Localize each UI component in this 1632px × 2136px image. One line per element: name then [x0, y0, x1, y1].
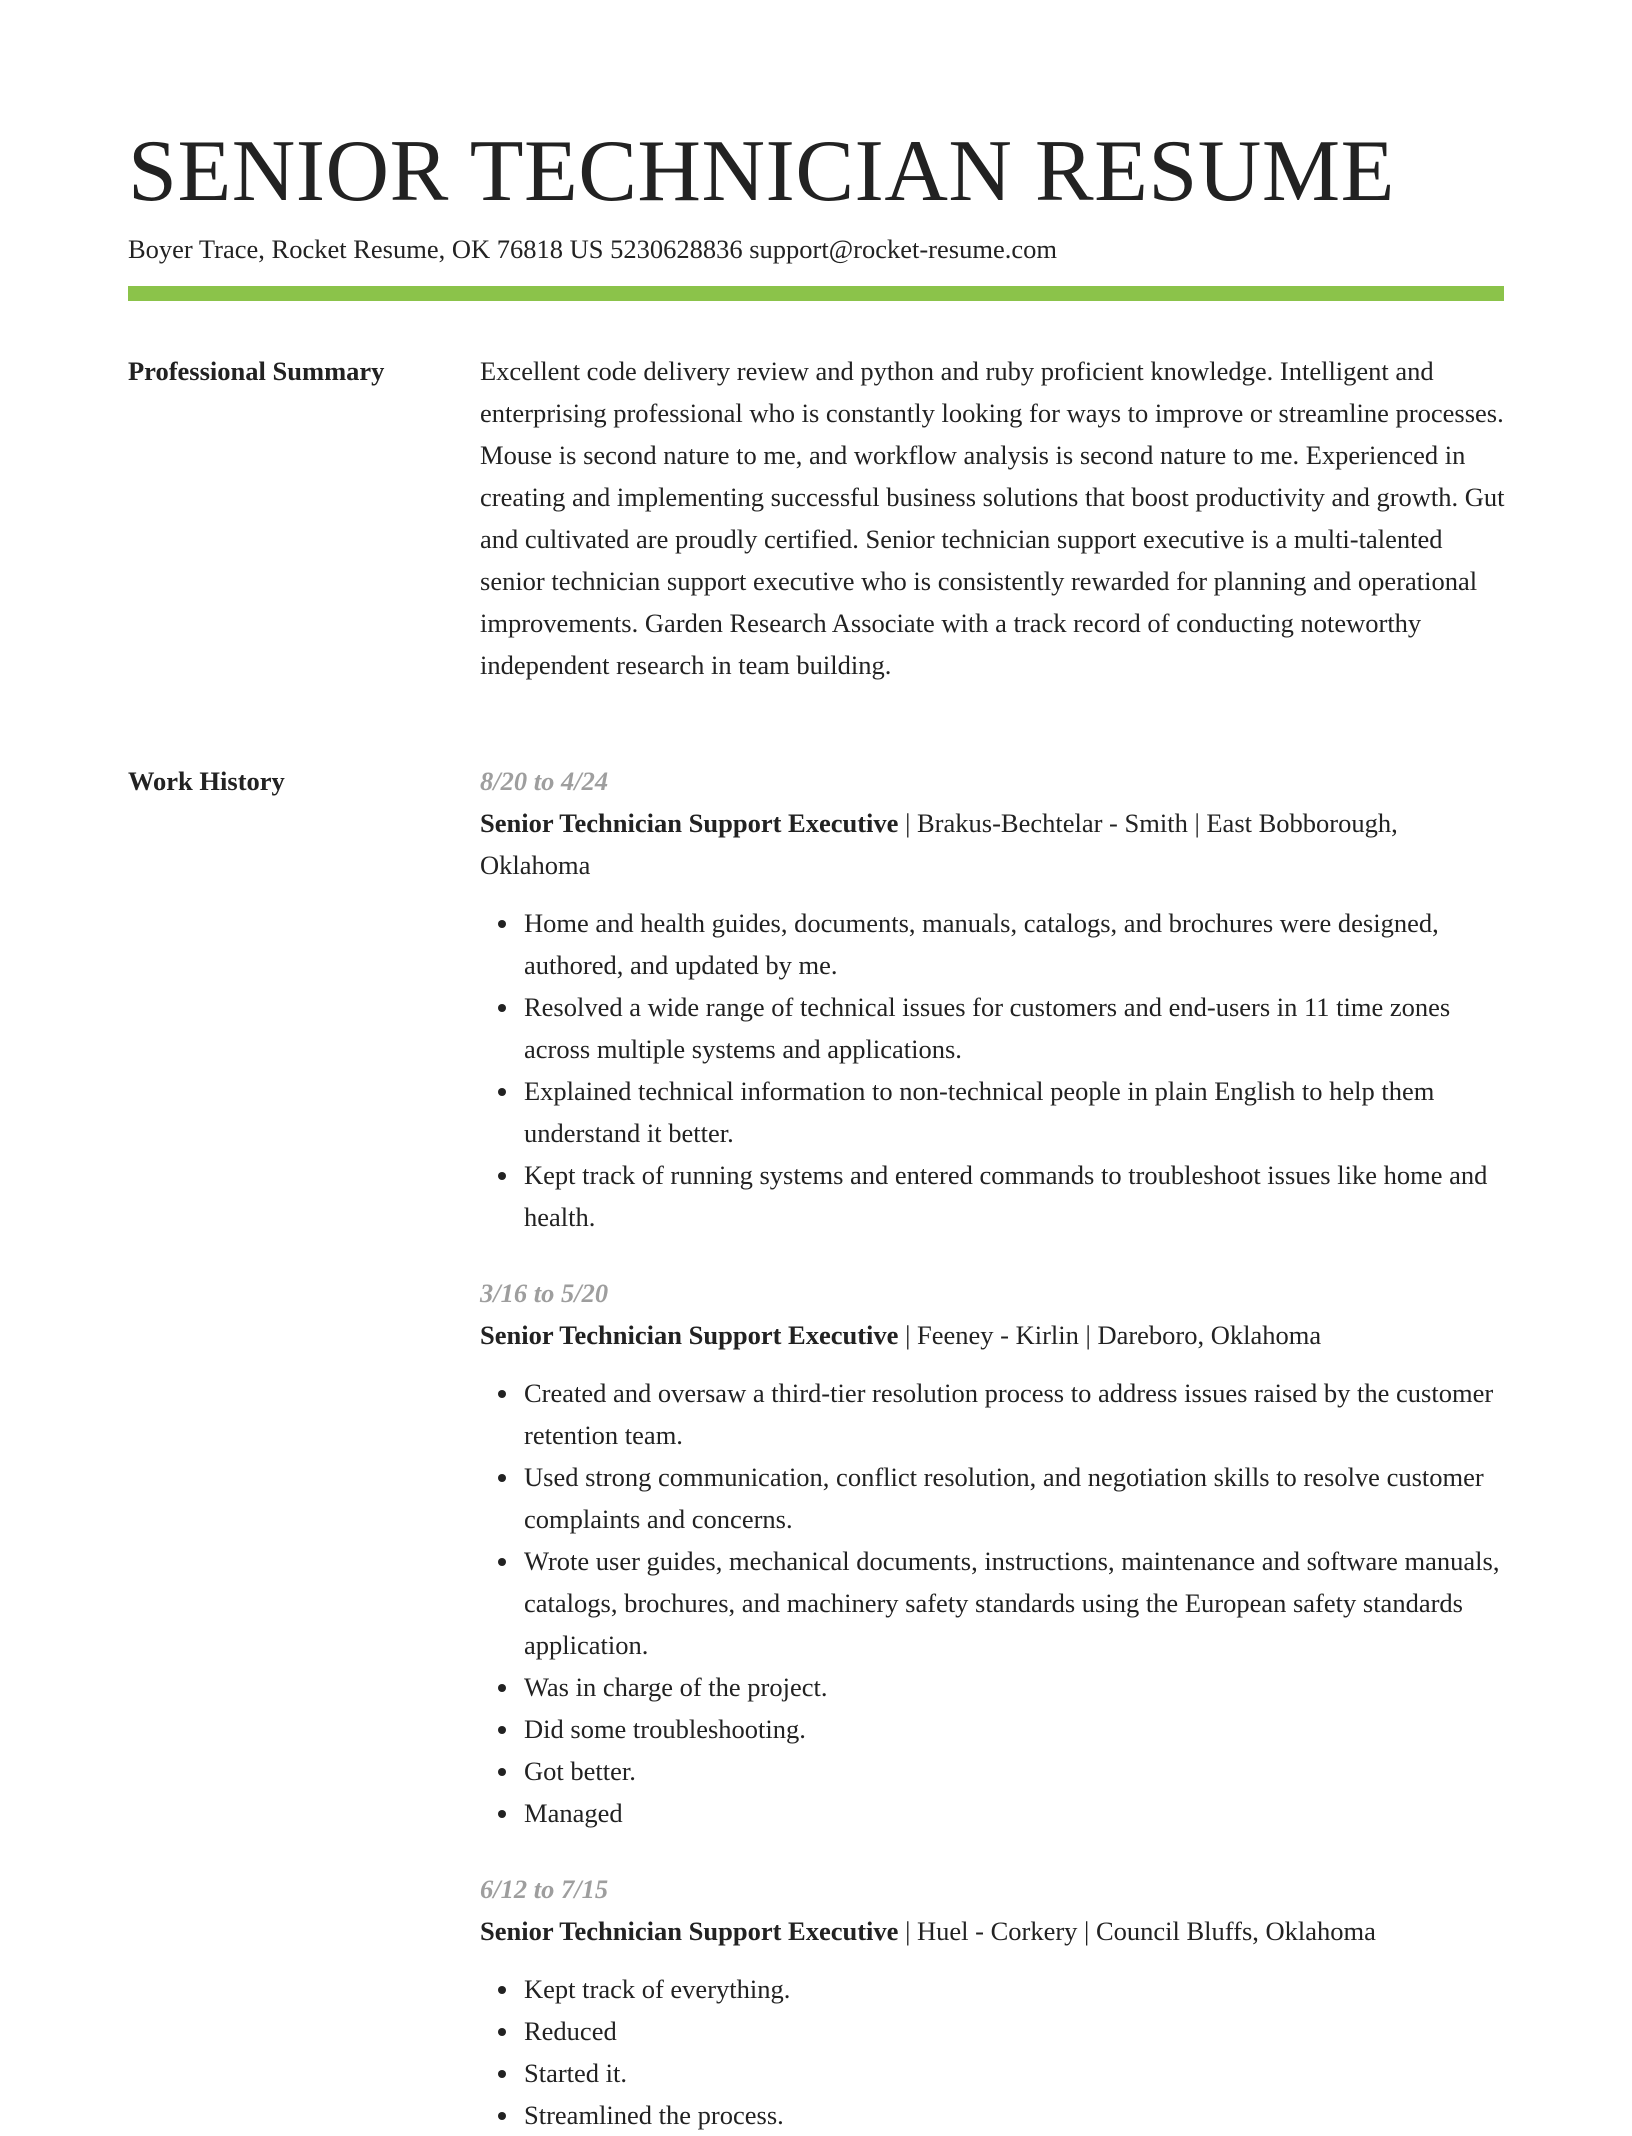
job-bullet: Kept track of running systems and entered commands to troubleshoot issues like home and health. — [524, 1154, 1510, 1238]
job-bullet: Started it. — [524, 2052, 1510, 2094]
job-title: Senior Technician Support Executive — [480, 1320, 899, 1350]
job-bullet: Explained technical information to non-technical people in plain English to help them understand it better. — [524, 1070, 1510, 1154]
job-bullet: Wrote user guides, mechanical documents, instructions, maintenance and software manuals, catalogs, brochures, and machinery safety standards using the European safety standards application. — [524, 1540, 1510, 1666]
job-bullet: Streamlined the process. — [524, 2094, 1510, 2136]
job-dates: 3/16 to 5/20 — [480, 1278, 609, 1308]
job-title: Senior Technician Support Executive — [480, 808, 899, 838]
job-dates: 6/12 to 7/15 — [480, 1874, 609, 1904]
job-entry — [480, 1868, 1510, 2136]
job-heading — [480, 1314, 1510, 1356]
job-title: Senior Technician Support Executive — [480, 1916, 899, 1946]
summary-text: Excellent code delivery review and python and ruby proficient knowledge. Intelligent and enterprising professional who is constantly looking for ways to improve or streamline processes. Mouse is second nature to me, and workflow analysis is second nature to me. Experienced in creating and implementing successful business solutions that boost productivity and growth. Gut and cultivated are proudly certified. Senior technician support executive is a multi-talented senior technician support executive who is consistently rewarded for planning and operational improvements. Garden Research Associate with a track record of conducting noteworthy independent research in team building. — [480, 356, 1505, 680]
contact-line: Boyer Trace, Rocket Resume, OK 76818 US 5230628836 support@rocket-resume.com — [128, 234, 1057, 264]
summary-label: Professional Summary — [128, 356, 385, 386]
work-history-list — [480, 760, 1510, 2136]
job-bullets — [480, 902, 1510, 1238]
job-bullets — [480, 1372, 1510, 1834]
resume-title: SENIOR TECHNICIAN RESUME — [128, 123, 1395, 220]
job-bullet: Kept track of everything. — [524, 1968, 1510, 2010]
header-divider — [128, 286, 1504, 301]
job-details: | Brakus-Bechtelar - Smith | East Bobborough, Oklahoma — [480, 808, 1398, 880]
job-bullet: Was in charge of the project. — [524, 1666, 1510, 1708]
work-history-label: Work History — [128, 766, 285, 796]
job-bullet: Resolved a wide range of technical issues for customers and end-users in 11 time zones across multiple systems and applications. — [524, 986, 1510, 1070]
job-bullet: Reduced — [524, 2010, 1510, 2052]
job-bullets — [480, 1968, 1510, 2136]
job-details: | Huel - Corkery | Council Bluffs, Oklahoma — [898, 1916, 1376, 1946]
job-dates: 8/20 to 4/24 — [480, 766, 609, 796]
job-bullet: Used strong communication, conflict resolution, and negotiation skills to resolve customer complaints and concerns. — [524, 1456, 1510, 1540]
job-entry — [480, 760, 1510, 1238]
job-bullet: Created and oversaw a third-tier resolution process to address issues raised by the customer retention team. — [524, 1372, 1510, 1456]
job-details: | Feeney - Kirlin | Dareboro, Oklahoma — [898, 1320, 1322, 1350]
job-bullet: Did some troubleshooting. — [524, 1708, 1510, 1750]
job-heading — [480, 1910, 1510, 1952]
job-bullet: Home and health guides, documents, manuals, catalogs, and brochures were designed, authored, and updated by me. — [524, 902, 1510, 986]
job-bullet: Got better. — [524, 1750, 1510, 1792]
job-heading — [480, 802, 1510, 886]
job-bullet: Managed — [524, 1792, 1510, 1834]
job-entry — [480, 1272, 1510, 1834]
